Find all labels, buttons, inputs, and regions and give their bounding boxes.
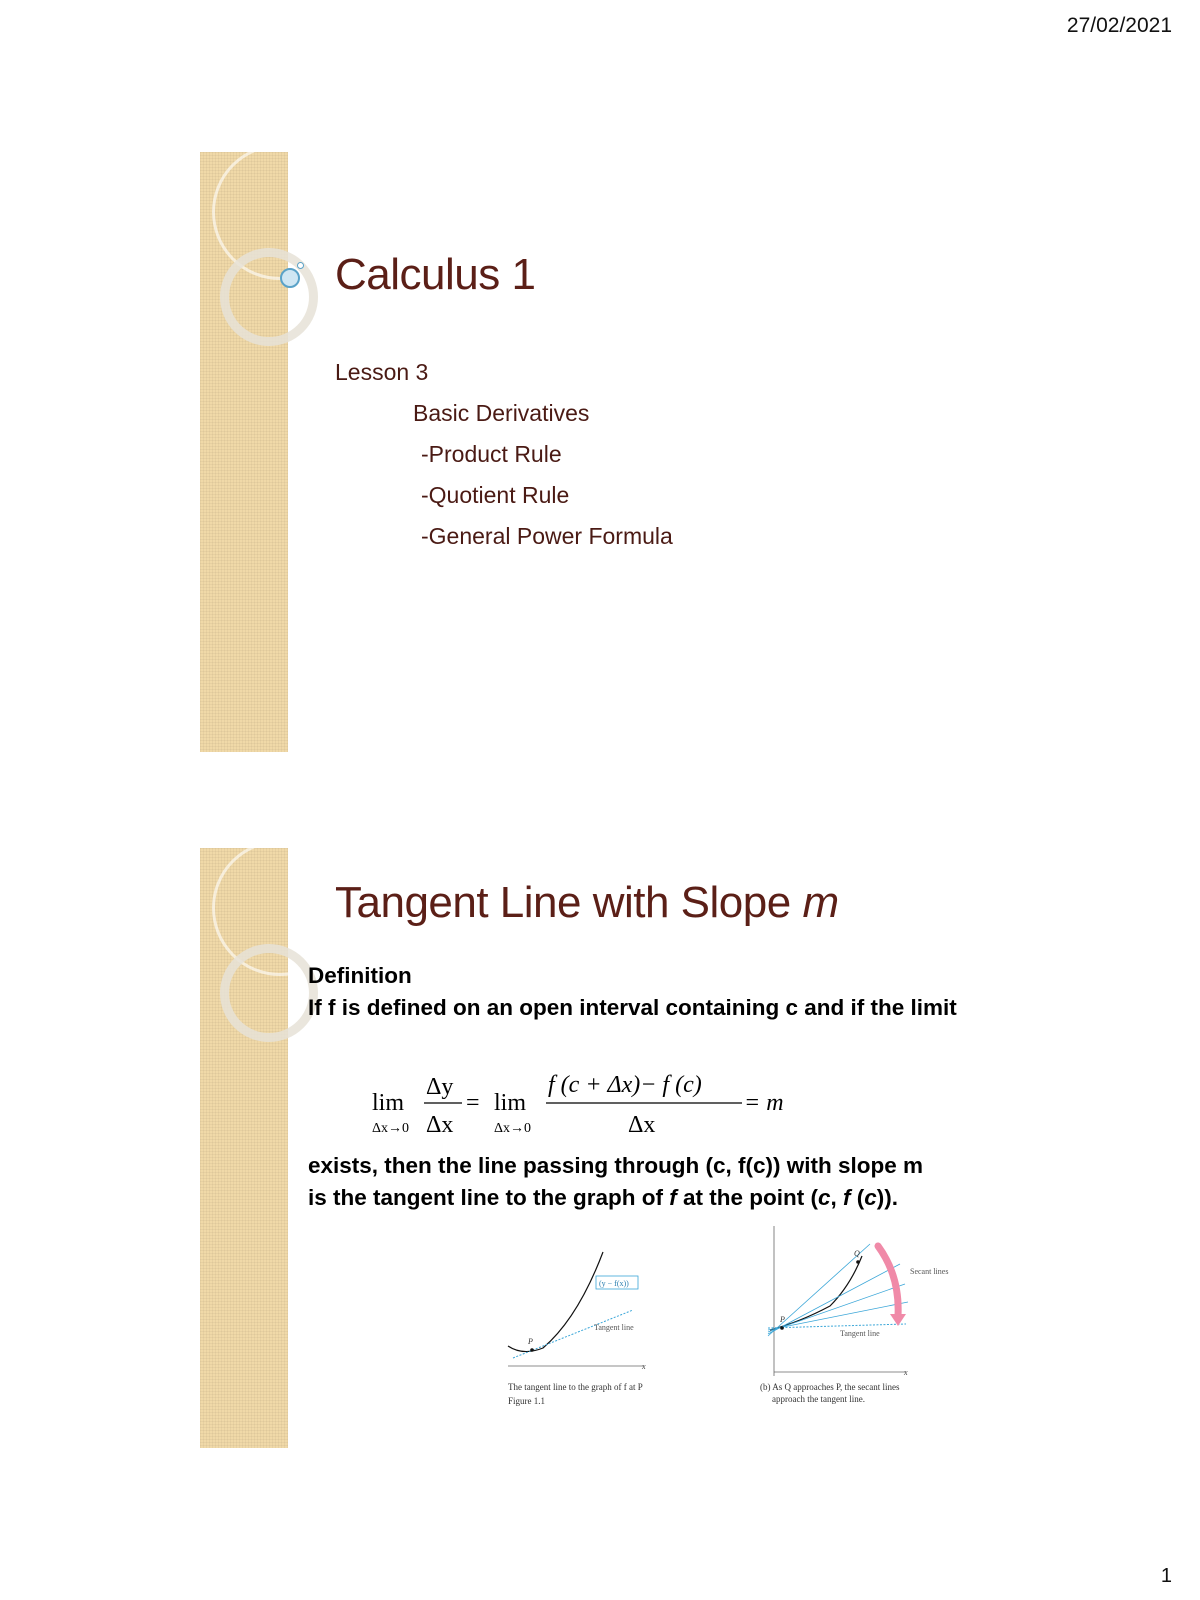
- conclusion-part: )).: [876, 1185, 899, 1210]
- figure-a-caption-2: Figure 1.1: [508, 1396, 545, 1406]
- lim-2-sub: Δx→0: [494, 1121, 532, 1136]
- point-p-label: P: [780, 1315, 785, 1324]
- slide-tangent-line: [200, 848, 980, 1448]
- slide-title-heading: Calculus 1: [335, 250, 536, 299]
- outline-item: -Quotient Rule: [421, 482, 570, 508]
- axis-x-label: x: [904, 1368, 908, 1377]
- tangent-line-label: Tangent line: [594, 1323, 634, 1332]
- point-p-label: P: [528, 1337, 533, 1346]
- title-text: Tangent Line with Slope: [335, 878, 803, 927]
- conclusion-part: exists, then the line passing through (c, f(c)) with slope m is the tangent line to the graph of: [308, 1153, 924, 1210]
- equals-m: = m: [744, 1090, 784, 1116]
- delta-y: Δy: [426, 1074, 454, 1100]
- conclusion-part: at the point (: [676, 1185, 818, 1210]
- conclusion-f: f: [669, 1185, 677, 1210]
- conclusion-f: f: [843, 1185, 851, 1210]
- title-variable: m: [802, 878, 839, 927]
- figure-secant-lines: [760, 1226, 949, 1406]
- page-number: 1: [1160, 1565, 1172, 1587]
- label-box-text: (y − f(x)): [599, 1279, 629, 1288]
- decorative-strip: [200, 848, 288, 1448]
- decorative-ring: [220, 944, 318, 1042]
- definition-intro-text: If f is defined on an open interval containing c and if the limit: [308, 995, 957, 1020]
- point-q-label: Q: [854, 1249, 860, 1258]
- lim-1-sub: Δx→0: [372, 1121, 410, 1136]
- lim-1: lim: [372, 1090, 405, 1116]
- small-circle-icon: [297, 262, 304, 269]
- tangent-line-label: Tangent line: [840, 1329, 880, 1338]
- figure-tangent-line: [508, 1228, 688, 1408]
- figure-b-caption-2: approach the tangent line.: [772, 1394, 865, 1404]
- figure-b-caption-1: (b) As Q approaches P, the secant lines: [760, 1382, 900, 1392]
- equals-sign: =: [466, 1090, 480, 1116]
- secant-lines-label: Secant lines: [910, 1267, 949, 1276]
- page-date: 27/02/2021: [1066, 14, 1172, 37]
- axis-x-label: x: [642, 1362, 646, 1371]
- numerator: f (c + Δx)− f (c): [548, 1072, 702, 1098]
- conclusion-c: c: [864, 1185, 877, 1210]
- lesson-outline: [335, 352, 673, 557]
- definition-intro: [308, 960, 968, 1024]
- outline-item: -Product Rule: [421, 441, 562, 467]
- bullet-circle-icon: [280, 268, 300, 288]
- conclusion-part: ,: [830, 1185, 844, 1210]
- conclusion-c: c: [818, 1185, 831, 1210]
- slide-title-heading: [335, 878, 839, 928]
- figure-a-caption-1: The tangent line to the graph of f at P: [508, 1382, 643, 1392]
- delta-x-1: Δx: [426, 1112, 454, 1138]
- slide-title: [200, 152, 980, 752]
- definition-conclusion: [308, 1150, 928, 1214]
- decorative-strip: [200, 152, 288, 752]
- topic-label: Basic Derivatives: [413, 400, 590, 426]
- lesson-label: Lesson 3: [335, 359, 429, 385]
- lim-2: lim: [494, 1090, 527, 1116]
- outline-item: -General Power Formula: [421, 523, 673, 549]
- conclusion-part: (: [850, 1185, 865, 1210]
- limit-formula: [370, 1060, 830, 1146]
- delta-x-2: Δx: [628, 1112, 656, 1138]
- definition-heading: Definition: [308, 963, 412, 988]
